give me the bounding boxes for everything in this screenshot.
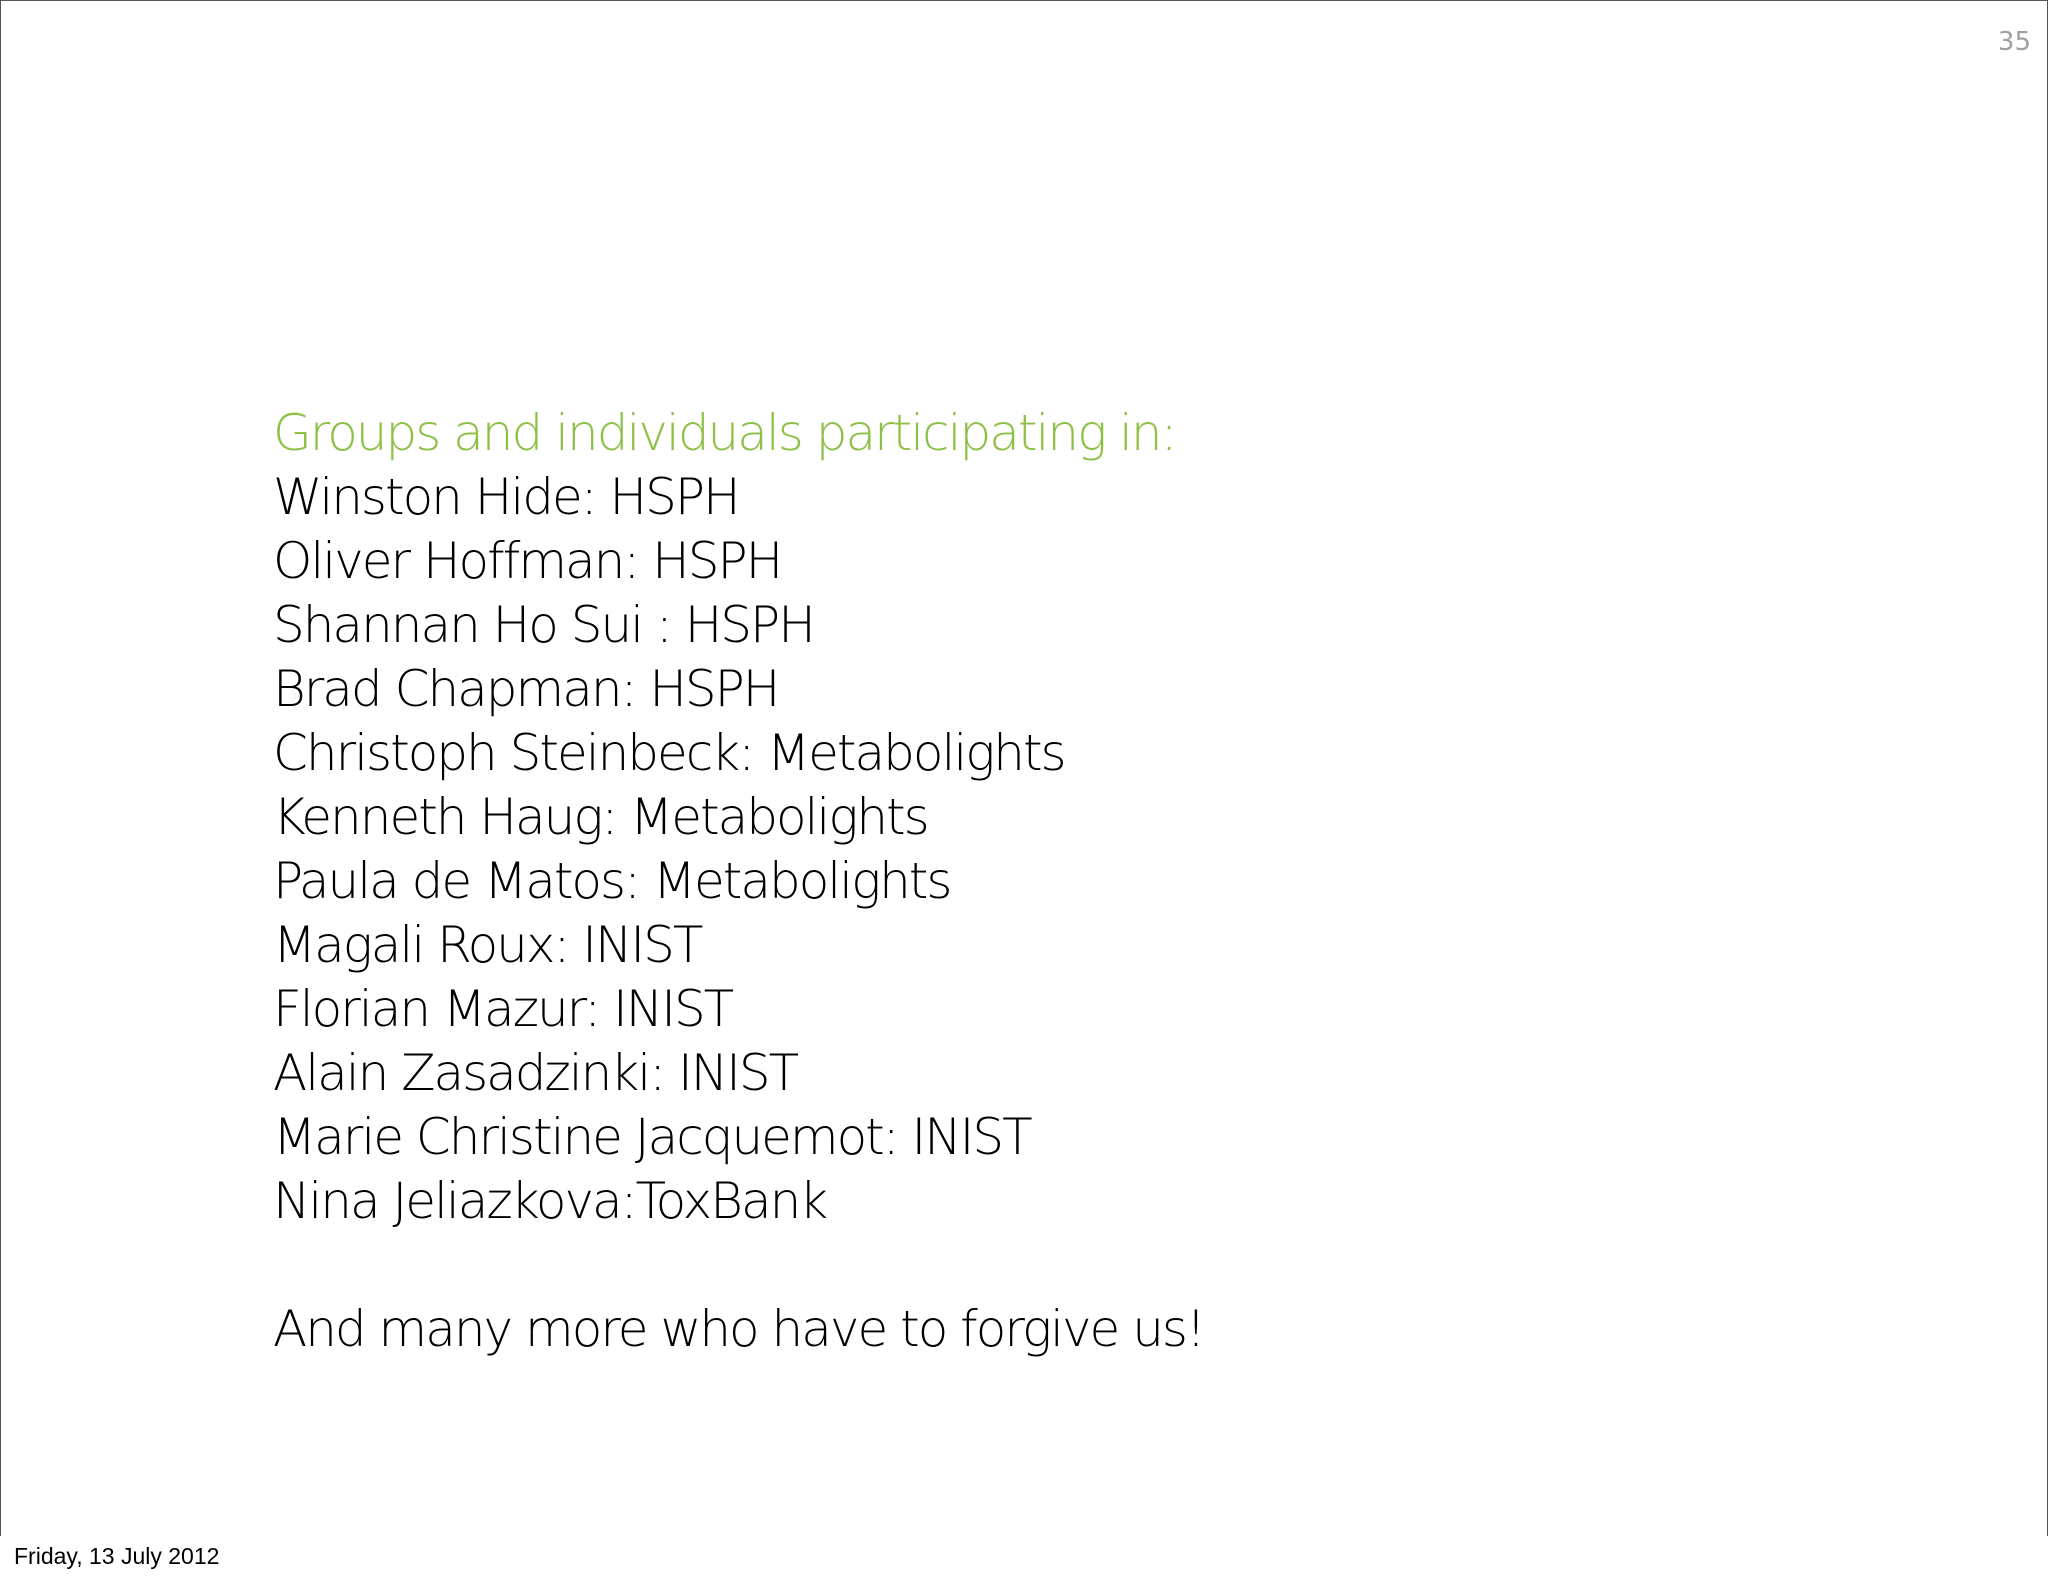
participant-line: Kenneth Haug: Metabolights bbox=[273, 788, 928, 846]
participant-line: Florian Mazur: INIST bbox=[273, 980, 733, 1038]
participant-line: Shannan Ho Sui : HSPH bbox=[273, 596, 814, 654]
participant-line: Brad Chapman: HSPH bbox=[273, 660, 779, 718]
blank-line bbox=[273, 1233, 1204, 1297]
page-number: 35 bbox=[1997, 27, 2031, 57]
closing-line: And many more who have to forgive us! bbox=[273, 1300, 1204, 1358]
slide-content bbox=[273, 401, 1204, 1361]
participant-line: Christoph Steinbeck: Metabolights bbox=[273, 724, 1065, 782]
footer-date: Friday, 13 July 2012 bbox=[14, 1543, 220, 1569]
slide-heading: Groups and individuals participating in: bbox=[273, 404, 1176, 462]
participant-line: Marie Christine Jacquemot: INIST bbox=[273, 1108, 1031, 1166]
participant-line: Magali Roux: INIST bbox=[273, 916, 702, 974]
participant-line: Nina Jeliazkova:ToxBank bbox=[273, 1172, 827, 1230]
participant-line: Alain Zasadzinki: INIST bbox=[273, 1044, 798, 1102]
footer bbox=[0, 1536, 2048, 1576]
participant-line: Winston Hide: HSPH bbox=[273, 468, 739, 526]
participant-line: Oliver Hoffman: HSPH bbox=[273, 532, 782, 590]
participant-line: Paula de Matos: Metabolights bbox=[273, 852, 951, 910]
